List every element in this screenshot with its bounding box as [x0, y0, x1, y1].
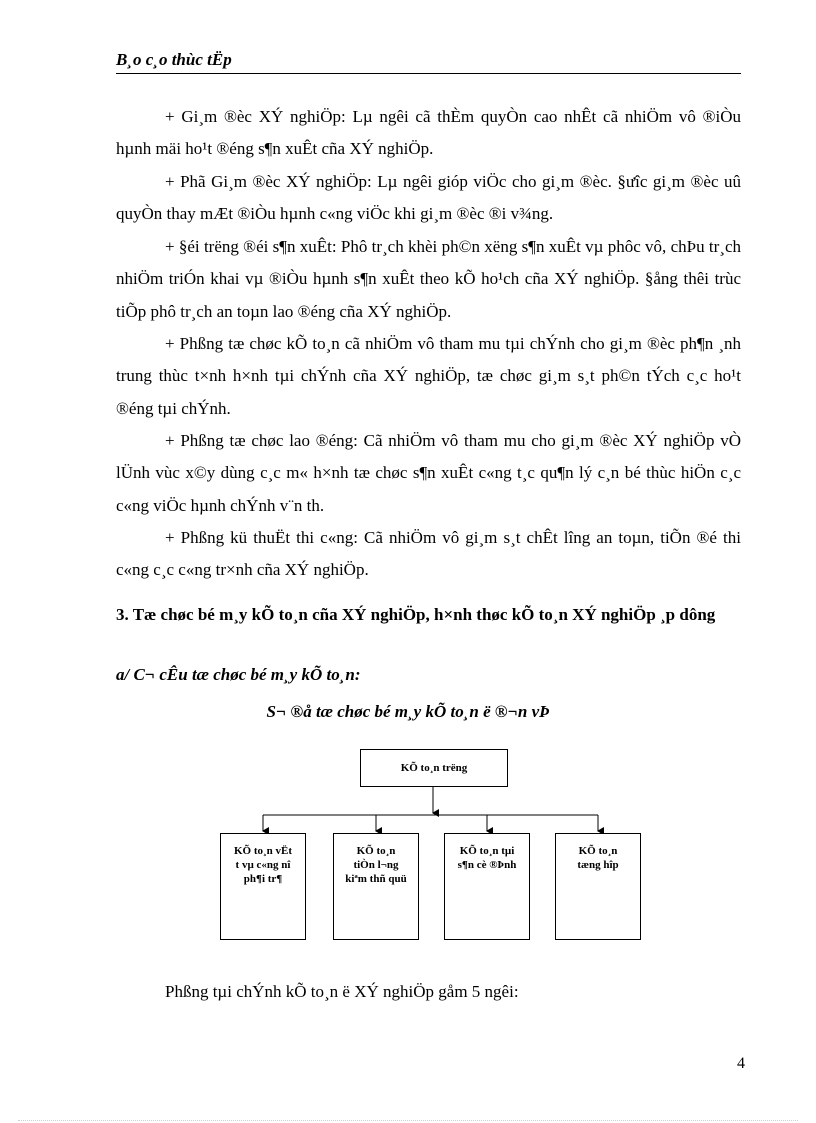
section-a-heading: a/ C¬ cÊu tæ chøc bé m¸y kÕ to¸n:	[116, 665, 361, 684]
paragraph-labour-dept: + Phßng tæ chøc lao ®éng: Cã nhiÖm vô tham mu cho gi¸m ®èc XÝ nghiÖp vÒ lÜnh vùc x©y dùng c¸c m« h×nh tæ chøc s¶n xuÊt c«ng t¸c qu¶n lý c¸n bé thùc hiÖn c¸c c«ng viÖc hµnh chÝnh v¨n th.	[116, 431, 741, 515]
section-3-heading: 3. Tæ chøc bé m¸y kÕ to¸n cña XÝ nghiÖp, h×nh thøc kÕ to¸n XÝ nghiÖp ¸p dông	[116, 605, 716, 624]
diagram-node-materials-payables	[220, 833, 306, 940]
diagram-node-salary-cashier	[333, 833, 419, 940]
diagram-node-fixed-assets	[444, 833, 530, 940]
diagram-node-general	[555, 833, 641, 940]
closing-sentence: Phßng tµi chÝnh kÕ to¸n ë XÝ nghiÖp gåm 5 ngêi:	[165, 982, 519, 1001]
paragraph-director: + Gi¸m ®èc XÝ nghiÖp: Lµ ngêi cã thÈm quyÒn cao nhÊt cã nhiÖm vô ®iÒu hµnh mäi ho¹t ®éng s¶n xuÊt cña XÝ nghiÖp.	[116, 107, 741, 159]
page-header-title: B¸o c¸o thùc tËp	[116, 50, 232, 69]
node-label: KÕ to¸n tiÒn l¬ng kiªm thñ quü	[345, 845, 407, 885]
paragraph-production-team-lead: + §éi trëng ®éi s¶n xuÊt: Phô tr¸ch khèi ph©n xëng s¶n xuÊt vµ phôc vô, chÞu tr¸ch nhiÖm triÓn khai vµ ®iÒu hµnh s¶n xuÊt theo kÕ ho¹ch cña XÝ nghiÖp. §ång thêi trùc tiÕp phô tr¸ch an toµn lao ®éng cña XÝ nghiÖp.	[116, 237, 741, 321]
diagram-node-chief-accountant: KÕ to¸n trëng	[360, 749, 508, 787]
page-bottom-edge	[18, 1120, 798, 1121]
paragraph-construction-tech-dept: + Phßng kü thuËt thi c«ng: Cã nhiÖm vô gi¸m s¸t chÊt lîng an toµn, tiÕn ®é thi c«ng c¸c c«ng tr×nh cña XÝ nghiÖp.	[116, 528, 741, 580]
node-label: KÕ to¸n tµi s¶n cè ®Þnh	[457, 845, 517, 871]
paragraph-deputy-director: + Phã Gi¸m ®èc XÝ nghiÖp: Lµ ngêi gióp viÖc cho gi¸m ®èc. §ưîc gi¸m ®èc uû quyÒn thay mÆt ®iÒu hµnh c«ng viÖc khi gi¸m ®èc ®i v¾ng.	[116, 172, 741, 224]
paragraph-accounting-dept: + Phßng tæ chøc kÕ to¸n cã nhiÖm vô tham mu tµi chÝnh cho gi¸m ®èc ph¶n ¸nh trung thùc t×nh h×nh tµi chÝnh cña XÝ nghiÖp, tæ chøc gi¸m s¸t ph©n tÝch c¸c ho¹t ®éng tµi chÝnh.	[116, 334, 741, 418]
node-label: KÕ to¸n vËt t vµ c«ng nî ph¶i tr¶	[233, 845, 293, 885]
node-label: KÕ to¸n tæng hîp	[577, 845, 619, 871]
diagram-title: S¬ ®å tæ chøc bé m¸y kÕ to¸n ë ®¬n vÞ	[266, 702, 550, 721]
page-number: 4	[737, 1055, 745, 1072]
